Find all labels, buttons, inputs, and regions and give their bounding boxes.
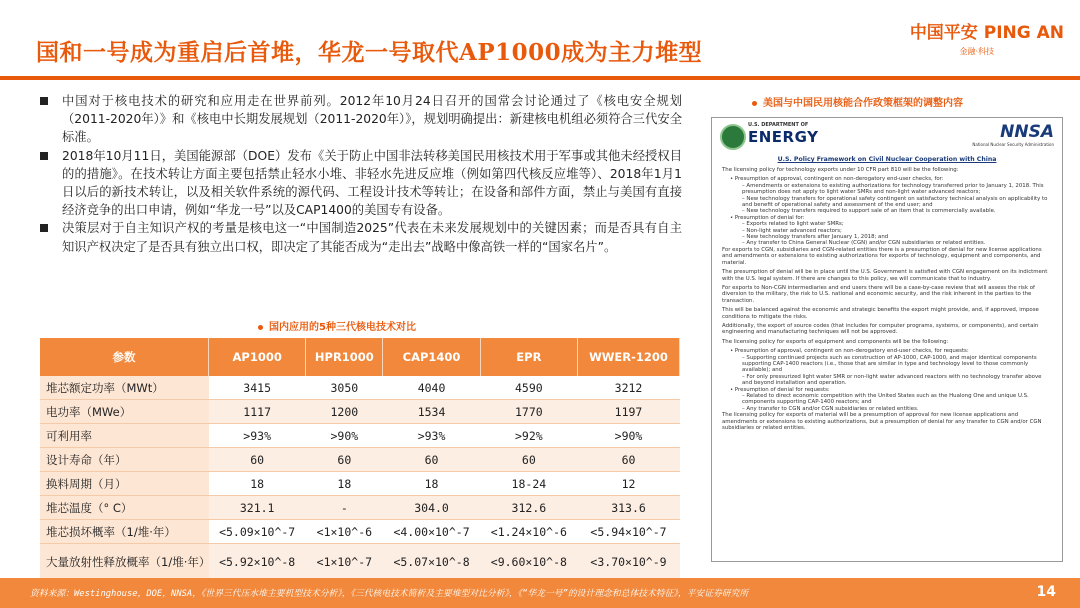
bullet-list — [40, 92, 682, 256]
table-cell: 1197 — [578, 400, 680, 424]
doe-logo-big: ENERGY — [748, 128, 819, 146]
bullet-text: 中国对于核电技术的研究和应用走在世界前列。2012年10月24日召开的国常会讨论通过了《核电安全规划（2011-2020年）》和《核电中长期发展规划（2011-2020年）》，规划明确提出：新建核电机组必须符合三代安全标准。 — [62, 94, 682, 145]
table-cell: 1117 — [209, 400, 306, 424]
row-label: 堆芯额定功率（MWt） — [40, 376, 209, 400]
table-cell: <1×10^-7 — [306, 544, 383, 581]
table-header-cell: EPR — [480, 338, 577, 376]
table-row — [40, 448, 680, 472]
page-number: 14 — [1036, 584, 1056, 600]
table-cell: 1770 — [480, 400, 577, 424]
bullet-item — [40, 219, 682, 255]
table-row — [40, 376, 680, 400]
table-cell: 4040 — [383, 376, 480, 400]
table-cell: 18 — [209, 472, 306, 496]
table-row — [40, 520, 680, 544]
doe-logo — [748, 122, 818, 146]
title-divider — [0, 76, 1080, 80]
table-header-cell: AP1000 — [209, 338, 306, 376]
row-label: 设计寿命（年） — [40, 448, 209, 472]
bullet-text: 决策层对于自主知识产权的考量是核电这一“中国制造2025”代表在未来发展规划中的关键因素；而是否具有自主知识产权决定了是否具有独立出口权，即决定了其能否成为“走出去”战略中像高铁一样的“国家名片”。 — [62, 221, 682, 254]
table-cell: <5.94×10^-7 — [578, 520, 680, 544]
doc-line: For exports to CGN, subsidiaries and CGN-related entities there is a presumption of denial for new license applications and amendments or extensions to existing authorizations for exports of technology, equipment and components, and material. — [722, 246, 1042, 266]
doc-title: U.S. Policy Framework on Civil Nuclear Cooperation with China — [777, 156, 997, 163]
table-cell: 313.6 — [578, 496, 680, 520]
nnsa-logo-big: NNSA — [1000, 122, 1054, 142]
bullet-item — [40, 147, 682, 220]
doc-line: Additionally, the export of source codes (that includes for computer programs, systems, or components), and certain engineering and manufacturing techniques will not be approved. — [722, 322, 1039, 336]
table-cell: <3.70×10^-9 — [578, 544, 680, 581]
table-cell: 4590 — [480, 376, 577, 400]
table-cell: 3050 — [306, 376, 383, 400]
table-cell: <9.60×10^-8 — [480, 544, 577, 581]
doc-line: • Presumption of approval, contingent on non-derogatory end-user checks, for requests: — [730, 348, 969, 355]
doc-line: – Any transfer to China General Nuclear (CGN) and/or CGN subsidiaries or related entities. — [742, 240, 986, 247]
table-cell: <4.00×10^-7 — [383, 520, 480, 544]
doc-line: – New technology transfers for operational safety contingent on satisfactory technical analysis on applicability to and benefit of operational safety and assessment of the end user; and — [742, 195, 1048, 209]
bullet-square-icon — [40, 224, 48, 232]
doc-line: • Presumption of denial for: — [730, 214, 805, 221]
table-cell: <5.09×10^-7 — [209, 520, 306, 544]
doc-caption-text: 美国与中国民用核能合作政策框架的调整内容 — [763, 98, 963, 109]
table-cell: 3415 — [209, 376, 306, 400]
table-row — [40, 400, 680, 424]
doc-body — [712, 167, 1062, 431]
table-header-cell: 参数 — [40, 338, 209, 376]
logo-main-text: 中国平安 PING AN — [909, 23, 1064, 43]
table-cell: 1200 — [306, 400, 383, 424]
doc-line: – New technology transfers required to support sale of an item that is commercially available. — [742, 208, 996, 215]
table-row — [40, 544, 680, 581]
table-cell: >90% — [306, 424, 383, 448]
pingan-logo — [910, 18, 1064, 57]
doc-line: – New technology transfers after January 1, 2018; and — [742, 234, 889, 241]
table-row — [40, 424, 680, 448]
doc-line: For exports to Non-CGN intermediaries and end users there will be a case-by-case review that will assess the risk of diversion to the military, the risk to U.S. national and economic security, and the risk inherent in the parties to the transaction. — [722, 284, 1035, 304]
table-cell: 3212 — [578, 376, 680, 400]
table-cell: >93% — [383, 424, 480, 448]
nnsa-logo-small: National Nuclear Security Administration — [972, 142, 1054, 147]
table-header-cell: HPR1000 — [306, 338, 383, 376]
doc-line: This will be balanced against the economic and strategic benefits the export might provide, and, if approved, impose conditions to mitigate the risks. — [722, 307, 1039, 320]
logo-sub-text: 金融·科技 — [959, 47, 994, 56]
doc-line: The licensing policy for technology exports under 10 CFR part 810 will be the following: — [722, 167, 959, 173]
table-cell: 60 — [480, 448, 577, 472]
row-label: 可利用率 — [40, 424, 209, 448]
doc-line: The presumption of denial will be in place until the U.S. Government is satisfied with CGN engagement on its indictment with the U.S. legal system. If there are changes to this policy, we will communicate that to industry. — [722, 269, 1048, 282]
doc-line: – Supporting continued projects such as construction of AP-1000, CAP-1000, and major identical components supporting CAP-1400 reactors (i.e., those that are similar in type and technology level to those commonly available); and — [742, 354, 1037, 374]
footer-source: 资料来源：Westinghouse，DOE，NNSA，《世界三代压水堆主要机型技术分析》，《三代核电技术简析及主要堆型对比分析》，《“华龙一号”的设计理念和总体技术特征》，平安证券研究所 — [30, 589, 749, 599]
table-cell: 18 — [383, 472, 480, 496]
table-cell: >92% — [480, 424, 577, 448]
table-cell: <5.92×10^-8 — [209, 544, 306, 581]
table-cell: >90% — [578, 424, 680, 448]
table-cell: 60 — [306, 448, 383, 472]
doe-logo-small: U.S. DEPARTMENT OF — [748, 122, 809, 128]
bullet-square-icon — [40, 152, 48, 160]
table-header-cell: WWER-1200 — [578, 338, 680, 376]
table-cell: 304.0 — [383, 496, 480, 520]
bullet-text: 2018年10月11日，美国能源部（DOE）发布《关于防止中国非法转移美国民用核技术用于军事或其他未经授权目的的措施》。在技术转让方面主要包括禁止轻水小堆、非轻水先进反应堆（例如第四代核反应堆等）、2018年1月1日以后的新技术转让，以及相关软件系统的源代码、工程设计技术等转让；在设备和部件方面，禁止与美国有直接经济竞争的出口申请，例如“华龙一号”以及CAP1400的美国专有设备。 — [62, 148, 682, 218]
doc-line: – For only pressurized light water SMR or non-light water advanced reactors with no technology transfer above and beyond installation and operation. — [742, 373, 1042, 387]
table-cell: 60 — [383, 448, 480, 472]
doc-line: • Presumption of approval, contingent on non-derogatory end-user checks, for: — [730, 176, 944, 183]
table-cell: <5.07×10^-8 — [383, 544, 480, 581]
policy-document-image — [711, 117, 1063, 562]
row-label: 换料周期（月） — [40, 472, 209, 496]
doc-line: The licensing policy for exports of material will be a presumption of approval for new license applications and amendments or extensions to existing authorizations, but a presumption of denial for any transfer to CGN and/or CGN subsidiaries or related entities. — [722, 412, 1042, 432]
reactor-comparison-table — [40, 338, 680, 581]
table-cell: 1534 — [383, 400, 480, 424]
table-cell: <1×10^-6 — [306, 520, 383, 544]
bullet-item — [40, 92, 682, 147]
page-title: 国和一号成为重启后首堆，华龙一号取代AP1000成为主力堆型 — [36, 39, 703, 66]
bullet-square-icon — [40, 97, 48, 105]
doc-line: The licensing policy for exports of equipment and components will be the following: — [722, 338, 949, 345]
doc-header — [712, 118, 1062, 154]
caption-dot-icon — [258, 325, 263, 330]
table-cell: 312.6 — [480, 496, 577, 520]
caption-dot-icon — [752, 101, 757, 106]
doe-seal-icon — [720, 124, 746, 150]
table-cell: 12 — [578, 472, 680, 496]
doc-line: – Exports related to light water SMRs; — [742, 221, 844, 228]
doc-caption — [752, 94, 963, 109]
table-cell: >93% — [209, 424, 306, 448]
table-cell: 60 — [209, 448, 306, 472]
table-header-cell: CAP1400 — [383, 338, 480, 376]
row-label: 大量放射性释放概率（1/堆·年） — [40, 544, 209, 581]
doc-line: – Any transfer to CGN and/or CGN subsidiaries or related entities. — [742, 405, 919, 412]
row-label: 堆芯损坏概率（1/堆·年） — [40, 520, 209, 544]
table-cell: 18 — [306, 472, 383, 496]
doc-line: • Presumption of denial for requests: — [730, 386, 830, 393]
table-cell: 18-24 — [480, 472, 577, 496]
row-label: 堆芯温度（° C） — [40, 496, 209, 520]
doc-line: – Non-light water advanced reactors; — [742, 227, 842, 234]
table-cell: - — [306, 496, 383, 520]
table-row — [40, 496, 680, 520]
table-header-row — [40, 338, 680, 376]
row-label: 电功率（MWe） — [40, 400, 209, 424]
table-caption — [258, 318, 416, 333]
doc-line: – Related to direct economic competition with the United States such as the Hualong One and unique U.S. components supporting CAP-1400 reactors; and — [742, 393, 1029, 406]
doc-line: – Amendments or extensions to existing authorizations for technology transferred prior to January 1, 2018. This presumption does not apply to light water SMRs and non-light water advanced reactors; — [742, 182, 1044, 196]
table-row — [40, 472, 680, 496]
table-cell: <1.24×10^-6 — [480, 520, 577, 544]
table-cell: 60 — [578, 448, 680, 472]
table-caption-text: 国内应用的5种三代核电技术对比 — [269, 322, 416, 333]
table-cell: 321.1 — [209, 496, 306, 520]
nnsa-logo — [972, 122, 1054, 147]
